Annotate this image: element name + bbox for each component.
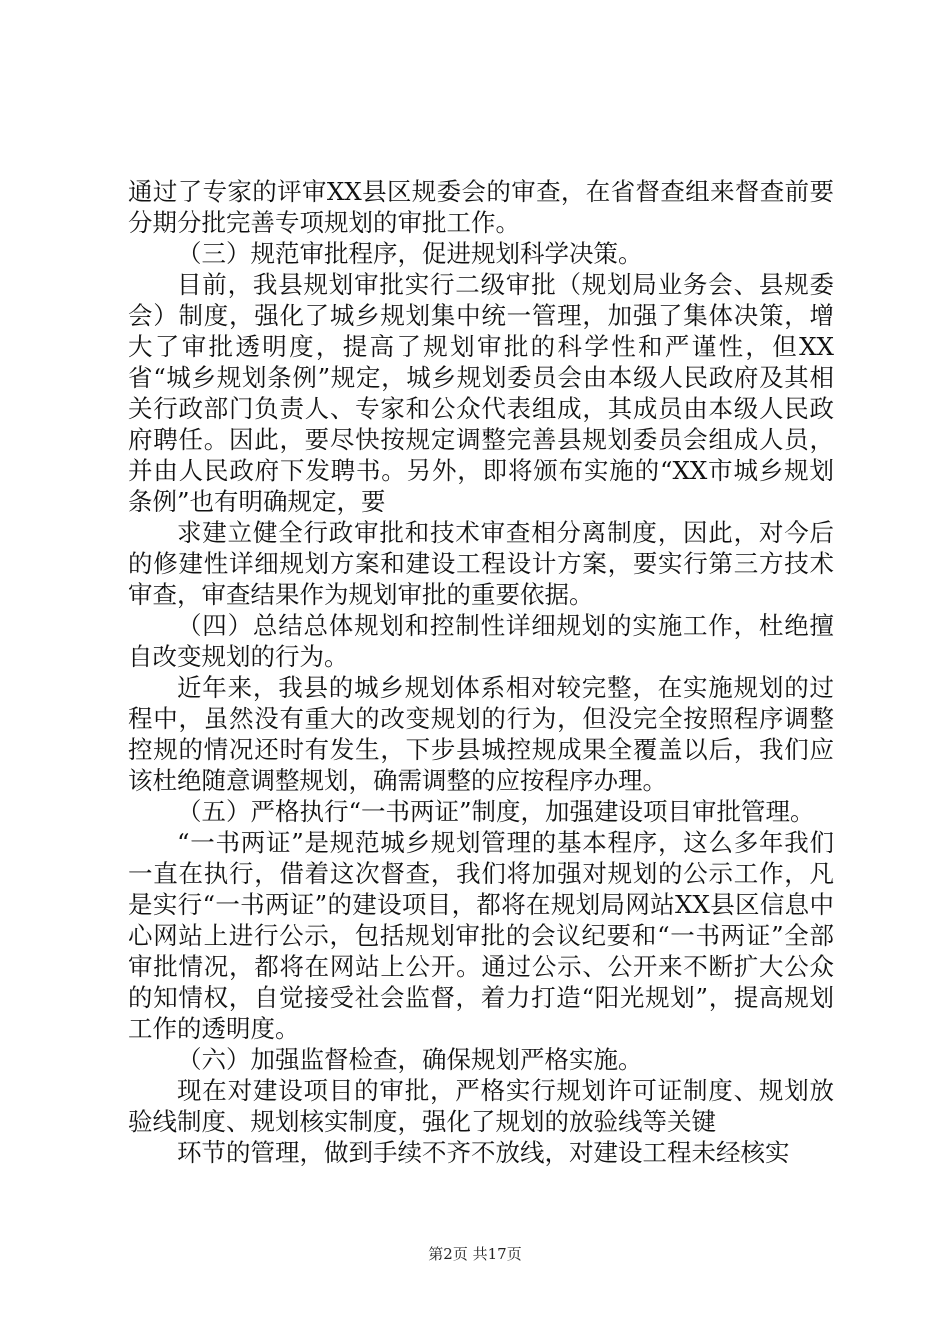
section-heading-6: （六）加强监督检查，确保规划严格实施。 <box>177 1045 643 1074</box>
section-heading-4: （四）总结总体规划和控制性详细规划的实施工作，杜绝擅自改变规划的行为。 <box>128 611 834 671</box>
paragraph-8: “一书两证”是规范城乡规划管理的基本程序，这么多年我们一直在执行，借着这次督查，我们将加强对规划的公示工作，凡是实行“一书两证”的建设项目，都将在规划局网站XX县区信息中心网站上进行公示，包括规划审批的会议纪要和“一书两证”全部审批情况，都将在网站上公开。通过公示、公开来不断扩大公众的知情权，自觉接受社会监督，着力打造“阳光规划”，提高规划工作的透明度。 <box>128 828 834 1043</box>
paragraph-3: 目前，我县规划审批实行二级审批（规划局业务会、县规委会）制度，强化了城乡规划集中统一管理，加强了集体决策，增大了审批透明度，提高了规划审批的科学性和严谨性，但XX省“城乡规划条例”规定，城乡规划委员会由本级人民政府及其相关行政部门负责人、专家和公众代表组成，其成员由本级人民政府聘任。因此，要尽快按规定调整完善县规划委员会组成人员，并由人民政府下发聘书。另外，即将颁布实施的“XX市城乡规划条例”也有明确规定，要 <box>128 270 834 516</box>
paragraph-1: 通过了专家的评审XX县区规委会的审查，在省督查组来督查前要分期分批完善专项规划的审批工作。 <box>128 177 834 237</box>
page-number-footer: 第2页 共17页 <box>428 1245 522 1263</box>
paragraph-11: 环节的管理，做到手续不齐不放线，对建设工程未经核实 <box>177 1138 790 1167</box>
section-heading-5: （五）严格执行“一书两证”制度，加强建设项目审批管理。 <box>177 797 815 826</box>
paragraph-4: 求建立健全行政审批和技术审查相分离制度，因此，对今后的修建性详细规划方案和建设工程设计方案，要实行第三方技术审查，审查结果作为规划审批的重要依据。 <box>128 518 834 609</box>
paragraph-10: 现在对建设项目的审批，严格实行规划许可证制度、规划放验线制度、规划核实制度，强化了规划的放验线等关键 <box>128 1076 834 1136</box>
document-body <box>128 176 834 1168</box>
section-heading-3: （三）规范审批程序，促进规划科学决策。 <box>177 239 643 268</box>
paragraph-6: 近年来，我县的城乡规划体系相对较完整，在实施规划的过程中，虽然没有重大的改变规划的行为，但没完全按照程序调整控规的情况还时有发生，下步县城控规成果全覆盖以后，我们应该杜绝随意调整规划，确需调整的应按程序办理。 <box>128 673 834 795</box>
